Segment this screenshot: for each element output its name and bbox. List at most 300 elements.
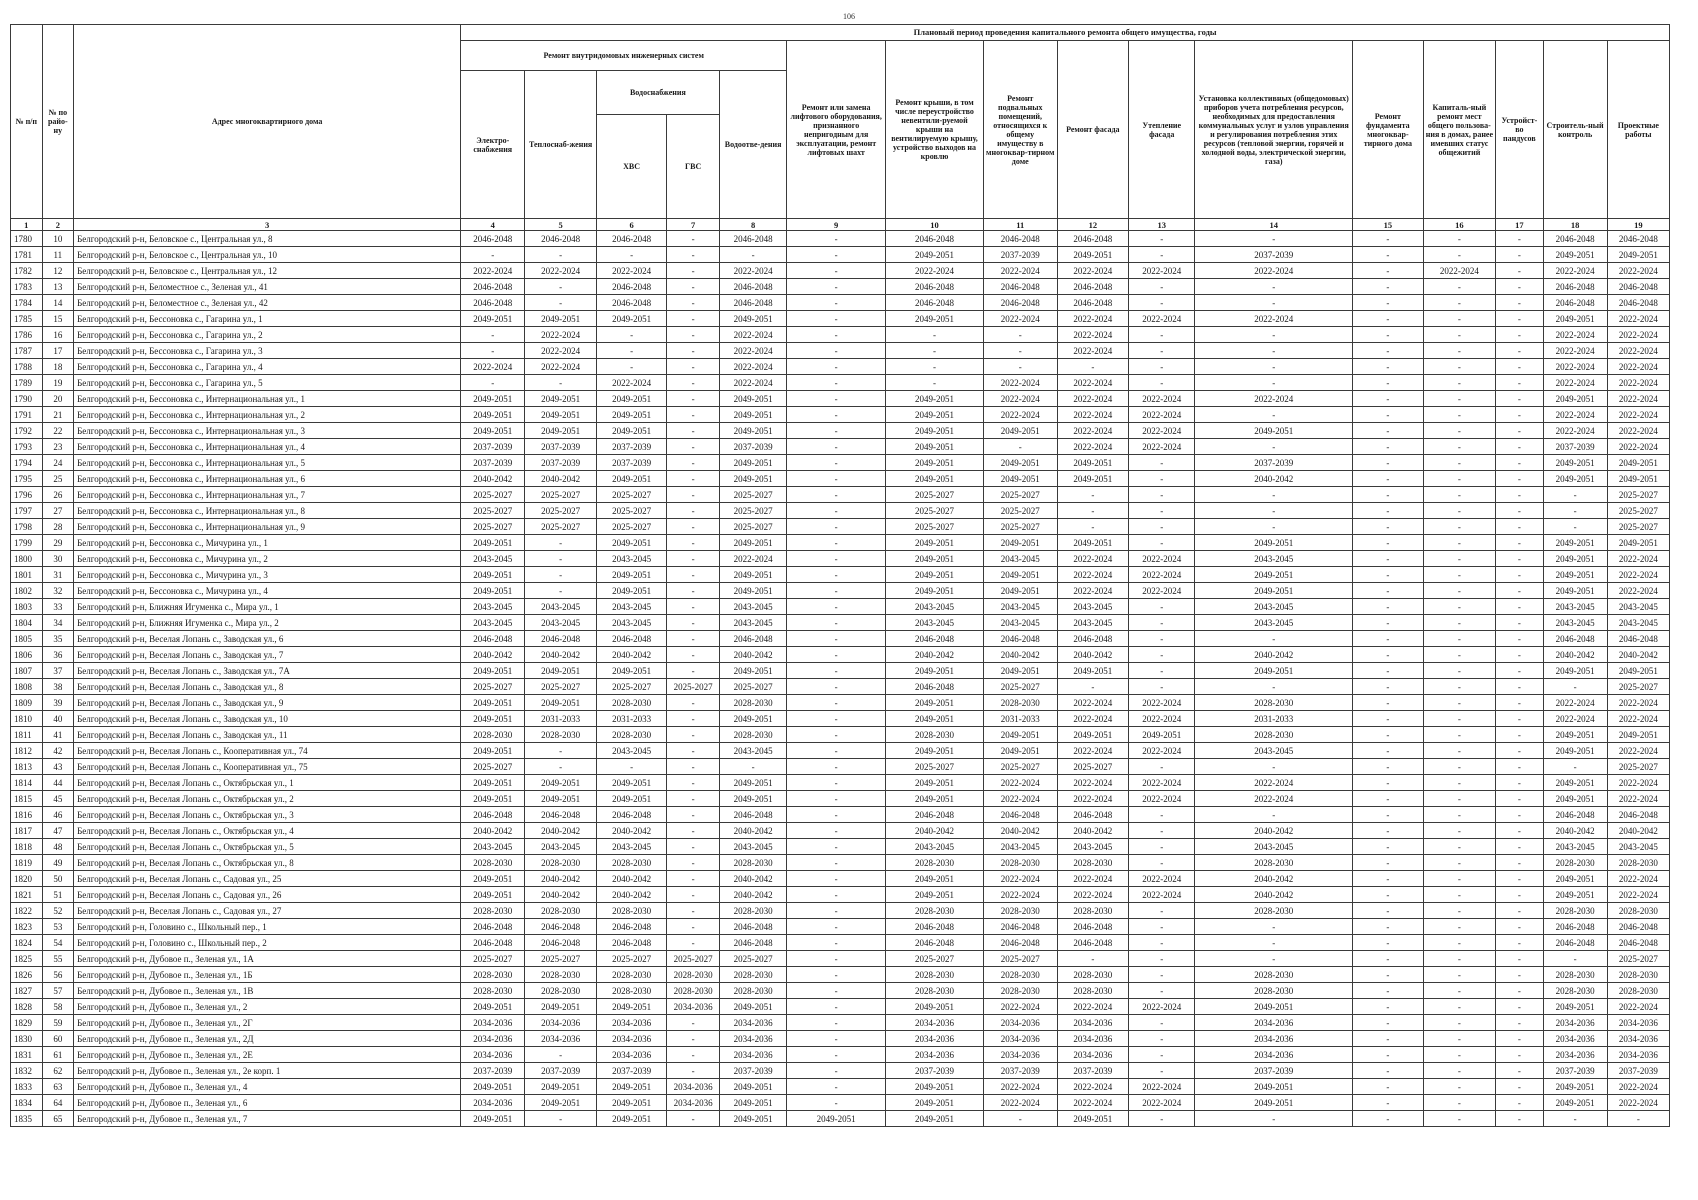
table-row (11, 471, 1670, 487)
period-cell: 2049-2051 (1057, 727, 1129, 743)
period-cell: - (1496, 759, 1543, 775)
period-cell: 2028-2030 (983, 695, 1057, 711)
period-cell: 2028-2030 (461, 983, 525, 999)
period-cell: - (1496, 359, 1543, 375)
period-cell: 2025-2027 (983, 951, 1057, 967)
period-cell: 2022-2024 (983, 791, 1057, 807)
period-cell: 2049-2051 (1543, 567, 1607, 583)
period-cell: 2049-2051 (719, 311, 786, 327)
period-cell: - (1353, 519, 1423, 535)
period-cell: 2049-2051 (1195, 423, 1353, 439)
period-cell: 2022-2024 (719, 343, 786, 359)
period-cell: 2049-2051 (719, 391, 786, 407)
period-cell: 2049-2051 (461, 743, 525, 759)
period-cell: - (667, 535, 720, 551)
period-cell: 2049-2051 (886, 743, 984, 759)
period-cell: - (596, 359, 666, 375)
address-cell: Белгородский р-н, Головино с., Школьный пер., 2 (74, 935, 461, 951)
period-cell: - (1496, 231, 1543, 247)
period-cell: - (1423, 407, 1496, 423)
district-number-cell: 18 (42, 359, 74, 375)
period-cell: - (1496, 263, 1543, 279)
period-cell: 2037-2039 (1195, 455, 1353, 471)
period-cell: - (1195, 1111, 1353, 1127)
period-cell: - (787, 487, 886, 503)
period-cell: 2040-2042 (886, 647, 984, 663)
period-cell: 2049-2051 (1543, 551, 1607, 567)
period-cell: 2022-2024 (983, 1079, 1057, 1095)
period-cell: 2022-2024 (1129, 423, 1195, 439)
period-cell: 2025-2027 (1607, 519, 1669, 535)
period-cell: 2022-2024 (1129, 695, 1195, 711)
period-cell: 2025-2027 (886, 487, 984, 503)
period-cell: - (1353, 487, 1423, 503)
period-cell: 2046-2048 (1543, 631, 1607, 647)
period-cell: - (1423, 631, 1496, 647)
row-number-cell: 1823 (11, 919, 43, 935)
period-cell: - (1423, 823, 1496, 839)
period-cell: 2028-2030 (1195, 967, 1353, 983)
district-number-cell: 21 (42, 407, 74, 423)
period-cell: 2034-2036 (525, 1031, 597, 1047)
period-cell: 2034-2036 (1195, 1047, 1353, 1063)
period-cell: 2025-2027 (525, 519, 597, 535)
address-cell: Белгородский р-н, Веселая Лопань с., Заводская ул., 6 (74, 631, 461, 647)
period-cell: 2049-2051 (886, 439, 984, 455)
period-cell: 2022-2024 (1607, 695, 1669, 711)
period-cell: - (1423, 839, 1496, 855)
table-row (11, 631, 1670, 647)
period-cell: 2022-2024 (1195, 263, 1353, 279)
period-cell: 2049-2051 (461, 775, 525, 791)
period-cell: - (1496, 343, 1543, 359)
period-cell: - (787, 743, 886, 759)
period-cell: 2043-2045 (886, 839, 984, 855)
district-number-cell: 29 (42, 535, 74, 551)
period-cell: 2049-2051 (461, 311, 525, 327)
period-cell: - (667, 423, 720, 439)
period-cell: - (787, 679, 886, 695)
period-cell: 2049-2051 (461, 871, 525, 887)
period-cell: 2022-2024 (1057, 791, 1129, 807)
period-cell: - (1057, 503, 1129, 519)
period-cell: - (1195, 919, 1353, 935)
page-number: 106 (843, 12, 855, 21)
district-number-cell: 36 (42, 647, 74, 663)
period-cell: - (525, 1111, 597, 1127)
period-cell: 2025-2027 (886, 503, 984, 519)
row-number-cell: 1832 (11, 1063, 43, 1079)
period-cell: 2049-2051 (886, 775, 984, 791)
period-cell: 2049-2051 (886, 695, 984, 711)
period-cell: - (667, 1047, 720, 1063)
address-cell: Белгородский р-н, Веселая Лопань с., Кооперативная ул., 74 (74, 743, 461, 759)
period-cell: - (1423, 311, 1496, 327)
period-cell: 2037-2039 (596, 455, 666, 471)
period-cell: - (1543, 487, 1607, 503)
period-cell: - (1353, 391, 1423, 407)
period-cell: - (1353, 503, 1423, 519)
row-number-cell: 1812 (11, 743, 43, 759)
period-cell: 2022-2024 (1607, 743, 1669, 759)
period-cell: - (1423, 951, 1496, 967)
table-row (11, 343, 1670, 359)
period-cell: 2028-2030 (596, 727, 666, 743)
period-cell: 2040-2042 (1057, 823, 1129, 839)
period-cell: 2022-2024 (1195, 311, 1353, 327)
period-cell: - (1423, 679, 1496, 695)
header-roof: Ремонт крыши, в том числе переустройство невентили-руемой крыши на вентилируемую крышу, устройство выходов на кровлю (886, 41, 984, 219)
period-cell: 2049-2051 (1543, 791, 1607, 807)
period-cell: 2025-2027 (1607, 759, 1669, 775)
period-cell: 2049-2051 (719, 999, 786, 1015)
period-cell: - (1496, 727, 1543, 743)
period-cell: 2025-2027 (886, 951, 984, 967)
row-number-cell: 1782 (11, 263, 43, 279)
period-cell: 2049-2051 (719, 1111, 786, 1127)
period-cell: 2022-2024 (1543, 359, 1607, 375)
row-number-cell: 1811 (11, 727, 43, 743)
period-cell: 2043-2045 (719, 743, 786, 759)
period-cell: - (1496, 695, 1543, 711)
period-cell: 2022-2024 (525, 359, 597, 375)
period-cell: 2025-2027 (1607, 679, 1669, 695)
row-number-cell: 1827 (11, 983, 43, 999)
period-cell: 2043-2045 (1607, 839, 1669, 855)
period-cell: - (1353, 439, 1423, 455)
period-cell: 2046-2048 (1057, 919, 1129, 935)
period-cell: 2022-2024 (1607, 871, 1669, 887)
period-cell: 2046-2048 (1607, 935, 1669, 951)
period-cell: - (787, 919, 886, 935)
row-number-cell: 1817 (11, 823, 43, 839)
district-number-cell: 53 (42, 919, 74, 935)
period-cell: 2049-2051 (886, 791, 984, 807)
period-cell: - (1353, 967, 1423, 983)
period-cell: - (1496, 951, 1543, 967)
period-cell: 2049-2051 (719, 663, 786, 679)
period-cell: 2043-2045 (461, 615, 525, 631)
period-cell: 2049-2051 (886, 247, 984, 263)
period-cell: - (667, 855, 720, 871)
period-cell: 2022-2024 (1057, 551, 1129, 567)
period-cell: 2034-2036 (1195, 1031, 1353, 1047)
period-cell: 2025-2027 (596, 679, 666, 695)
period-cell: 2043-2045 (1543, 615, 1607, 631)
period-cell: 2046-2048 (719, 935, 786, 951)
period-cell: - (1543, 679, 1607, 695)
period-cell: - (1423, 1095, 1496, 1111)
period-cell: 2022-2024 (596, 263, 666, 279)
period-cell: 2049-2051 (886, 999, 984, 1015)
period-cell: 2028-2030 (596, 983, 666, 999)
period-cell: - (1423, 471, 1496, 487)
district-number-cell: 19 (42, 375, 74, 391)
period-cell: - (525, 759, 597, 775)
district-number-cell: 57 (42, 983, 74, 999)
address-cell: Белгородский р-н, Бессоновка с., Гагарина ул., 5 (74, 375, 461, 391)
period-cell: - (787, 839, 886, 855)
period-cell: 2046-2048 (719, 279, 786, 295)
period-cell: 2046-2048 (983, 935, 1057, 951)
table-row (11, 871, 1670, 887)
address-cell: Белгородский р-н, Бессоновка с., Интернациональная ул., 1 (74, 391, 461, 407)
period-cell: 2037-2039 (461, 439, 525, 455)
period-cell: 2022-2024 (1057, 343, 1129, 359)
period-cell: 2022-2024 (1057, 567, 1129, 583)
district-number-cell: 17 (42, 343, 74, 359)
period-cell: 2025-2027 (1607, 503, 1669, 519)
period-cell: - (1496, 279, 1543, 295)
period-cell: 2025-2027 (1057, 759, 1129, 775)
period-cell: - (1496, 983, 1543, 999)
period-cell: 2049-2051 (1607, 727, 1669, 743)
period-cell: - (667, 631, 720, 647)
district-number-cell: 46 (42, 807, 74, 823)
address-cell: Белгородский р-н, Бессоновка с., Интернациональная ул., 2 (74, 407, 461, 423)
period-cell: 2040-2042 (525, 471, 597, 487)
period-cell: 2043-2045 (1607, 615, 1669, 631)
table-row (11, 391, 1670, 407)
period-cell: 2034-2036 (596, 1047, 666, 1063)
period-cell: 2049-2051 (719, 791, 786, 807)
period-cell: 2049-2051 (1543, 455, 1607, 471)
period-cell: 2046-2048 (596, 935, 666, 951)
period-cell: 2049-2051 (596, 311, 666, 327)
period-cell: - (667, 503, 720, 519)
period-cell: - (1057, 519, 1129, 535)
row-number-cell: 1825 (11, 951, 43, 967)
period-cell: - (1423, 1111, 1496, 1127)
row-number-cell: 1800 (11, 551, 43, 567)
period-cell: 2046-2048 (886, 679, 984, 695)
period-cell: 2022-2024 (1607, 711, 1669, 727)
period-cell: 2043-2045 (461, 551, 525, 567)
period-cell: - (1057, 951, 1129, 967)
period-cell: 2049-2051 (461, 791, 525, 807)
period-cell: - (1423, 759, 1496, 775)
period-cell: 2022-2024 (983, 887, 1057, 903)
period-cell: - (1423, 999, 1496, 1015)
period-cell: - (1195, 807, 1353, 823)
period-cell: 2040-2042 (461, 647, 525, 663)
period-cell: - (787, 615, 886, 631)
period-cell: 2034-2036 (719, 1047, 786, 1063)
period-cell: 2049-2051 (596, 471, 666, 487)
period-cell: 2034-2036 (461, 1031, 525, 1047)
period-cell: - (1496, 887, 1543, 903)
row-number-cell: 1791 (11, 407, 43, 423)
column-number: 8 (719, 219, 786, 231)
period-cell: - (461, 343, 525, 359)
period-cell: 2040-2042 (1195, 647, 1353, 663)
period-cell: - (1423, 935, 1496, 951)
period-cell: - (1195, 407, 1353, 423)
period-cell: - (1423, 231, 1496, 247)
period-cell: 2028-2030 (525, 855, 597, 871)
row-number-cell: 1804 (11, 615, 43, 631)
address-cell: Белгородский р-н, Дубовое п., Зеленая ул., 2Е (74, 1047, 461, 1063)
header-hot-water: ГВС (667, 115, 720, 219)
period-cell: 2028-2030 (719, 695, 786, 711)
period-cell: - (1353, 679, 1423, 695)
address-cell: Белгородский р-н, Беломестное с., Зеленая ул., 41 (74, 279, 461, 295)
address-cell: Белгородский р-н, Дубовое п., Зеленая ул., 6 (74, 1095, 461, 1111)
period-cell: 2028-2030 (1543, 855, 1607, 871)
table-row (11, 407, 1670, 423)
period-cell: - (719, 247, 786, 263)
address-cell: Белгородский р-н, Веселая Лопань с., Октябрьская ул., 2 (74, 791, 461, 807)
header-water-supply: Водоснабжения (596, 71, 719, 115)
period-cell: 2028-2030 (461, 727, 525, 743)
period-cell: - (1543, 1111, 1607, 1127)
period-cell: 2049-2051 (719, 711, 786, 727)
period-cell: - (1423, 423, 1496, 439)
period-cell: - (525, 535, 597, 551)
period-cell: 2040-2042 (525, 887, 597, 903)
header-drainage: Водоотве-дения (719, 71, 786, 219)
period-cell: 2022-2024 (983, 311, 1057, 327)
period-cell: - (1543, 519, 1607, 535)
period-cell: - (1353, 711, 1423, 727)
period-cell: 2040-2042 (1607, 647, 1669, 663)
period-cell: - (1496, 1015, 1543, 1031)
period-cell: 2040-2042 (596, 647, 666, 663)
period-cell: 2043-2045 (1195, 839, 1353, 855)
period-cell: 2022-2024 (1057, 743, 1129, 759)
table-row (11, 759, 1670, 775)
period-cell: 2049-2051 (596, 791, 666, 807)
period-cell: 2049-2051 (596, 1079, 666, 1095)
period-cell: 2022-2024 (1129, 263, 1195, 279)
period-cell: 2040-2042 (886, 823, 984, 839)
table-row (11, 1015, 1670, 1031)
period-cell: 2025-2027 (886, 759, 984, 775)
period-cell: - (525, 295, 597, 311)
period-cell: - (667, 295, 720, 311)
period-cell: 2028-2030 (886, 903, 984, 919)
period-cell: - (1423, 887, 1496, 903)
address-cell: Белгородский р-н, Беловское с., Центральная ул., 10 (74, 247, 461, 263)
period-cell: 2043-2045 (596, 743, 666, 759)
period-cell: 2037-2039 (596, 1063, 666, 1079)
address-cell: Белгородский р-н, Бессоновка с., Гагарина ул., 3 (74, 343, 461, 359)
period-cell: 2022-2024 (1057, 375, 1129, 391)
period-cell: 2028-2030 (1543, 903, 1607, 919)
period-cell: - (787, 999, 886, 1015)
row-number-cell: 1820 (11, 871, 43, 887)
period-cell: - (1353, 583, 1423, 599)
period-cell: 2037-2039 (719, 439, 786, 455)
period-cell: 2031-2033 (525, 711, 597, 727)
period-cell: - (1496, 823, 1543, 839)
period-cell: - (1423, 279, 1496, 295)
period-cell: - (1496, 679, 1543, 695)
header-design-works: Проектные работы (1607, 41, 1669, 219)
row-number-cell: 1826 (11, 967, 43, 983)
table-row (11, 487, 1670, 503)
period-cell: 2025-2027 (461, 503, 525, 519)
period-cell: 2025-2027 (596, 519, 666, 535)
period-cell: 2049-2051 (1543, 999, 1607, 1015)
period-cell: 2049-2051 (886, 391, 984, 407)
period-cell: - (787, 887, 886, 903)
address-cell: Белгородский р-н, Веселая Лопань с., Заводская ул., 7 (74, 647, 461, 663)
period-cell: 2046-2048 (719, 295, 786, 311)
district-number-cell: 38 (42, 679, 74, 695)
period-cell: - (1496, 1063, 1543, 1079)
period-cell: 2046-2048 (461, 631, 525, 647)
period-cell: 2028-2030 (596, 695, 666, 711)
period-cell: - (1496, 327, 1543, 343)
period-cell: 2046-2048 (1057, 935, 1129, 951)
period-cell: - (461, 247, 525, 263)
row-number-cell: 1793 (11, 439, 43, 455)
district-number-cell: 45 (42, 791, 74, 807)
period-cell: - (1353, 807, 1423, 823)
address-cell: Белгородский р-н, Бессоновка с., Интернациональная ул., 5 (74, 455, 461, 471)
period-cell: 2046-2048 (596, 279, 666, 295)
period-cell: 2049-2051 (1195, 1095, 1353, 1111)
period-cell: 2034-2036 (461, 1015, 525, 1031)
period-cell: - (1496, 295, 1543, 311)
period-cell: - (1423, 615, 1496, 631)
period-cell: 2040-2042 (1195, 871, 1353, 887)
period-cell: 2022-2024 (1129, 567, 1195, 583)
period-cell: 2022-2024 (1607, 567, 1669, 583)
row-number-cell: 1786 (11, 327, 43, 343)
period-cell: - (525, 567, 597, 583)
column-number: 13 (1129, 219, 1195, 231)
period-cell: - (1423, 775, 1496, 791)
period-cell: 2022-2024 (719, 359, 786, 375)
period-cell: 2022-2024 (1057, 263, 1129, 279)
period-cell: 2049-2051 (461, 535, 525, 551)
period-cell: 2049-2051 (596, 423, 666, 439)
period-cell: - (1423, 567, 1496, 583)
period-cell: - (787, 711, 886, 727)
period-cell: 2022-2024 (1129, 775, 1195, 791)
period-cell: - (1423, 503, 1496, 519)
period-cell: 2049-2051 (1543, 311, 1607, 327)
period-cell: 2034-2036 (1543, 1031, 1607, 1047)
table-row (11, 263, 1670, 279)
table-row (11, 439, 1670, 455)
period-cell: - (983, 439, 1057, 455)
period-cell: 2049-2051 (886, 711, 984, 727)
period-cell: - (1129, 935, 1195, 951)
period-cell: 2034-2036 (983, 1015, 1057, 1031)
period-cell: - (1129, 903, 1195, 919)
period-cell: 2046-2048 (719, 807, 786, 823)
period-cell: 2049-2051 (719, 535, 786, 551)
period-cell: 2028-2030 (525, 983, 597, 999)
period-cell: 2043-2045 (983, 599, 1057, 615)
period-cell: 2022-2024 (1129, 1079, 1195, 1095)
period-cell: - (1423, 711, 1496, 727)
period-cell: 2046-2048 (983, 919, 1057, 935)
period-cell: - (667, 551, 720, 567)
table-row (11, 1079, 1670, 1095)
period-cell: 2040-2042 (1195, 823, 1353, 839)
period-cell: 2022-2024 (1057, 1079, 1129, 1095)
header-facade-insulation: Утепление фасада (1129, 41, 1195, 219)
table-row (11, 839, 1670, 855)
period-cell: 2049-2051 (461, 663, 525, 679)
period-cell: - (667, 471, 720, 487)
period-cell: - (1353, 935, 1423, 951)
address-cell: Белгородский р-н, Бессоновка с., Мичурина ул., 1 (74, 535, 461, 551)
